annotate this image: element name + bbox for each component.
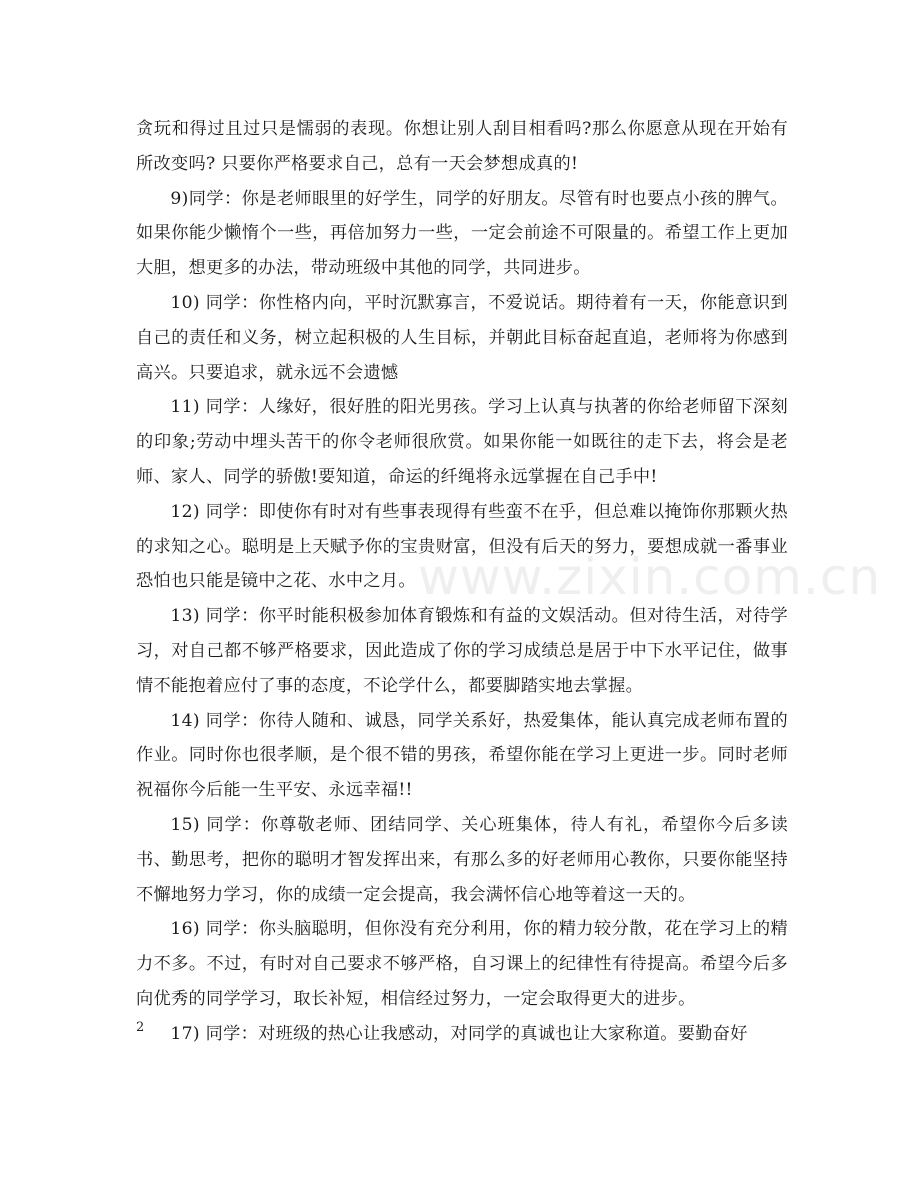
paragraph-9: 16) 同学：你头脑聪明，但你没有充分利用，你的精力较分散，花在学习上的精力不多。不过，有时对自己要求不够严格，自习课上的纪律性有待提高。希望今后多向优秀的同学学习，取长补短，相信经过努力，一定会取得更大的进步。 (136, 919, 788, 1009)
paragraph-6: 13) 同学：你平时能积极参加体育锻炼和有益的文娱活动。但对待生活，对待学习，对自己都不够严格要求，因此造成了你的学习成绩总是居于中下水平记住，做事情不能抱着应付了事的态度，不论学什么，都要脚踏实地去掌握。 (136, 606, 788, 696)
paragraph-5: 12) 同学：即使你有时对有些事表现得有些蛮不在乎，但总难以掩饰你那颗火热的求知之心。聪明是上天赋予你的宝贵财富，但没有后天的努力，要想成就一番事业恐怕也只能是镜中之花、水中之月。 (136, 501, 788, 592)
paragraph-7: 14) 同学：你待人随和、诚恳，同学关系好，热爱集体，能认真完成老师布置的作业。同时你也很孝顺，是个很不错的男孩，希望你能在学习上更进一步。同时老师祝福你今后能一生平安、永远幸福!! (136, 710, 788, 801)
paragraph-10: 17) 同学：对班级的热心让我感动，对同学的真诚也让大家称道。要勤奋好 (170, 1023, 748, 1044)
document-body (136, 112, 788, 1052)
paragraph-2: 9)同学：你是老师眼里的好学生，同学的好朋友。尽管有时也要点小孩的脾气。如果你能少懒惰个一些，再倍加努力一些，一定会前途不可限量的。希望工作上更加大胆，想更多的办法，带动班级中其他的同学，共同进步。 (136, 188, 788, 279)
paragraph-8: 15) 同学：你尊敬老师、团结同学、关心班集体，待人有礼，希望你今后多读书、勤思考，把你的聪明才智发挥出来，有那么多的好老师用心教你，只要你能坚持不懈地努力学习，你的成绩一定会提高，我会满怀信心地等着这一天的。 (136, 814, 788, 905)
paragraph-4: 11) 同学：人缘好，很好胜的阳光男孩。学习上认真与执著的你给老师留下深刻的印象;劳动中埋头苦干的你令老师很欣赏。如果你能一如既往的走下去，将会是老师、家人、同学的骄傲!要知道，命运的纤绳将永远掌握在自己手中! (136, 397, 788, 487)
watermark: www.zixin.com.cn (418, 548, 882, 606)
paragraph-3: 10) 同学：你性格内向，平时沉默寡言，不爱说话。期待着有一天，你能意识到自己的责任和义务，树立起积极的人生目标，并朝此目标奋起直追，老师将为你感到高兴。只要追求，就永远不会遗憾 (136, 292, 788, 383)
paragraph-1: 贪玩和得过且过只是懦弱的表现。你想让别人刮目相看吗?那么你愿意从现在开始有所改变吗? 只要你严格要求自己，总有一天会梦想成真的! (136, 119, 788, 174)
page-number: 2 (136, 1020, 145, 1035)
